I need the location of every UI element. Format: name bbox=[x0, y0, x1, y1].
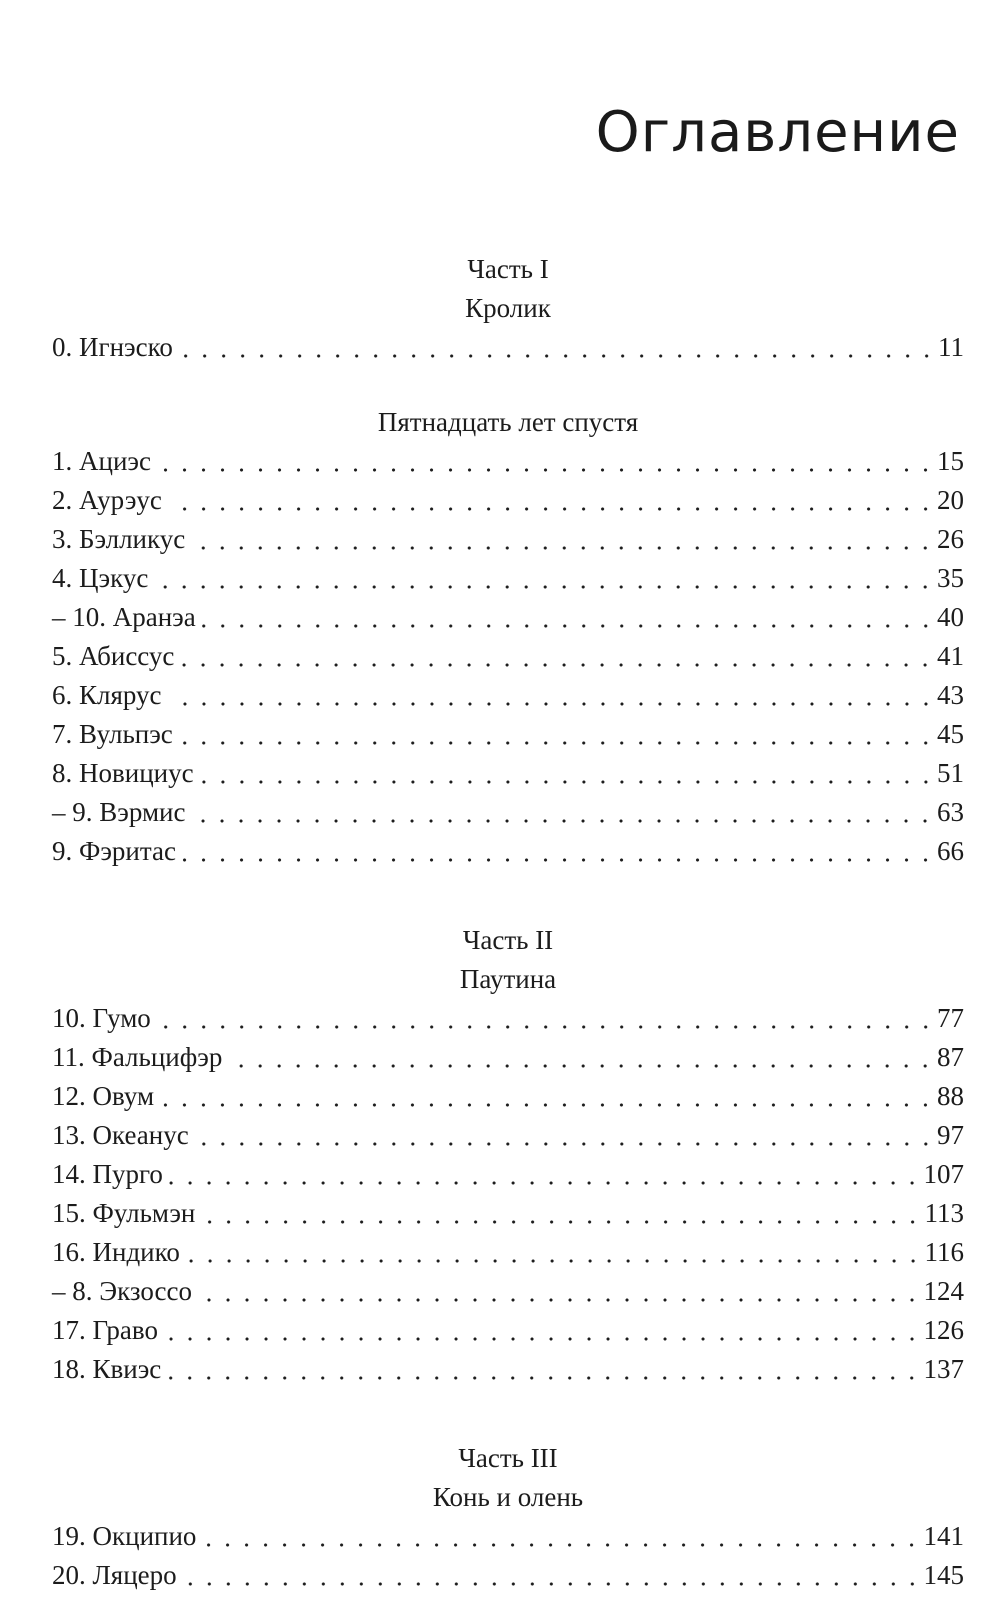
page-number: 107 bbox=[923, 1159, 964, 1189]
dot-leader bbox=[186, 1258, 923, 1264]
toc-entry bbox=[52, 1233, 964, 1272]
toc-entry bbox=[52, 676, 964, 715]
toc-entry bbox=[52, 1272, 964, 1311]
part-label: Часть II bbox=[462, 925, 554, 955]
page-number: 11 bbox=[938, 332, 964, 362]
page-number: 15 bbox=[937, 446, 964, 476]
toc-entry bbox=[52, 999, 964, 1038]
page-number: 40 bbox=[937, 602, 964, 632]
chapter-title: 14. Пурго bbox=[52, 1159, 163, 1189]
page-number: 20 bbox=[937, 485, 964, 515]
page-number: 145 bbox=[923, 1560, 964, 1590]
section-heading: Паутина bbox=[459, 964, 557, 994]
dot-leader bbox=[157, 467, 935, 473]
dot-leader bbox=[228, 1063, 935, 1069]
chapter-title: 5. Абиссус bbox=[52, 641, 175, 671]
page-number: 126 bbox=[923, 1315, 964, 1345]
page-number: 45 bbox=[937, 719, 964, 749]
chapter-title: 13. Океанус bbox=[52, 1120, 189, 1150]
chapter-title: 15. Фульмэн bbox=[52, 1198, 196, 1228]
part-label: Часть I bbox=[467, 254, 549, 284]
chapter-title: 4. Цэкус bbox=[52, 563, 149, 593]
chapter-title: 18. Квиэс bbox=[52, 1354, 162, 1384]
page-number: 51 bbox=[937, 758, 964, 788]
toc-entry bbox=[52, 481, 964, 520]
toc-section bbox=[52, 1439, 964, 1595]
page-number: 88 bbox=[937, 1081, 964, 1111]
dot-leader bbox=[167, 1375, 921, 1381]
section-heading: Кролик bbox=[465, 293, 551, 323]
dot-leader bbox=[201, 1219, 922, 1225]
toc-entry bbox=[52, 559, 964, 598]
part-label: Часть III bbox=[458, 1443, 558, 1473]
dot-leader bbox=[157, 1024, 935, 1030]
page-number: 41 bbox=[937, 641, 964, 671]
toc-entry bbox=[52, 793, 964, 832]
chapter-title: 7. Вульпэс bbox=[52, 719, 173, 749]
toc-entry bbox=[52, 1517, 964, 1556]
toc-entry bbox=[52, 1194, 964, 1233]
page-number: 35 bbox=[937, 563, 964, 593]
chapter-title: 2. Аурэус bbox=[52, 485, 162, 515]
page-number: 43 bbox=[937, 680, 964, 710]
table-of-contents bbox=[52, 250, 964, 1595]
toc-entry bbox=[52, 637, 964, 676]
chapter-title: 16. Индико bbox=[52, 1237, 180, 1267]
page-number: 77 bbox=[937, 1003, 964, 1033]
dot-leader bbox=[180, 662, 935, 668]
chapter-title: 8. Новициус bbox=[52, 758, 194, 788]
dot-leader bbox=[200, 779, 935, 785]
page-number: 63 bbox=[937, 797, 964, 827]
toc-section bbox=[52, 921, 964, 1389]
chapter-title: 19. Окципио bbox=[52, 1521, 197, 1551]
page-number: 124 bbox=[923, 1276, 964, 1306]
toc-entry bbox=[52, 442, 964, 481]
dot-leader bbox=[154, 584, 935, 590]
chapter-title: 10. Гумо bbox=[52, 1003, 151, 1033]
dot-leader bbox=[202, 623, 935, 629]
toc-entry bbox=[52, 520, 964, 559]
page-number: 113 bbox=[924, 1198, 964, 1228]
page-number: 137 bbox=[923, 1354, 964, 1384]
chapter-title: 3. Бэлликус bbox=[52, 524, 186, 554]
page-number: 97 bbox=[937, 1120, 964, 1150]
toc-entry bbox=[52, 1038, 964, 1077]
toc-entry bbox=[52, 1311, 964, 1350]
chapter-title: 20. Ляцеро bbox=[52, 1560, 177, 1590]
chapter-title: – 8. Экзоссо bbox=[52, 1276, 192, 1306]
toc-entry bbox=[52, 832, 964, 871]
chapter-title: – 10. Аранэа bbox=[52, 602, 196, 632]
dot-leader bbox=[179, 353, 936, 359]
toc-entry bbox=[52, 754, 964, 793]
dot-leader bbox=[182, 857, 935, 863]
chapter-title: – 9. Вэрмис bbox=[52, 797, 186, 827]
dot-leader bbox=[191, 545, 935, 551]
dot-leader bbox=[168, 701, 935, 707]
page-number: 26 bbox=[937, 524, 964, 554]
chapter-title: 6. Клярус bbox=[52, 680, 162, 710]
dot-leader bbox=[168, 506, 935, 512]
page-number: 66 bbox=[937, 836, 964, 866]
toc-entry bbox=[52, 1350, 964, 1389]
toc-entry bbox=[52, 715, 964, 754]
page-number: 87 bbox=[937, 1042, 964, 1072]
page-number: 116 bbox=[924, 1237, 964, 1267]
chapter-title: 17. Граво bbox=[52, 1315, 158, 1345]
dot-leader bbox=[183, 1581, 922, 1587]
toc-section bbox=[52, 403, 964, 871]
chapter-title: 11. Фальцифэр bbox=[52, 1042, 223, 1072]
toc-section bbox=[52, 250, 964, 367]
chapter-title: 12. Овум bbox=[52, 1081, 155, 1111]
toc-entry bbox=[52, 598, 964, 637]
toc-entry bbox=[52, 1556, 964, 1595]
toc-entry bbox=[52, 1116, 964, 1155]
toc-entry bbox=[52, 1155, 964, 1194]
page-title: Оглавление bbox=[595, 100, 960, 165]
dot-leader bbox=[169, 1180, 922, 1186]
page-number: 141 bbox=[923, 1521, 964, 1551]
toc-entry bbox=[52, 328, 964, 367]
section-heading: Пятнадцать лет спустя bbox=[377, 407, 639, 437]
dot-leader bbox=[195, 1141, 935, 1147]
section-heading: Конь и олень bbox=[432, 1482, 584, 1512]
dot-leader bbox=[198, 1297, 922, 1303]
toc-entry bbox=[52, 1077, 964, 1116]
chapter-title: 9. Фэритас bbox=[52, 836, 176, 866]
dot-leader bbox=[202, 1542, 921, 1548]
chapter-title: 1. Ациэс bbox=[52, 446, 151, 476]
dot-leader bbox=[179, 740, 935, 746]
dot-leader bbox=[191, 818, 935, 824]
dot-leader bbox=[160, 1102, 935, 1108]
chapter-title: 0. Игнэско bbox=[52, 332, 173, 362]
dot-leader bbox=[164, 1336, 922, 1342]
